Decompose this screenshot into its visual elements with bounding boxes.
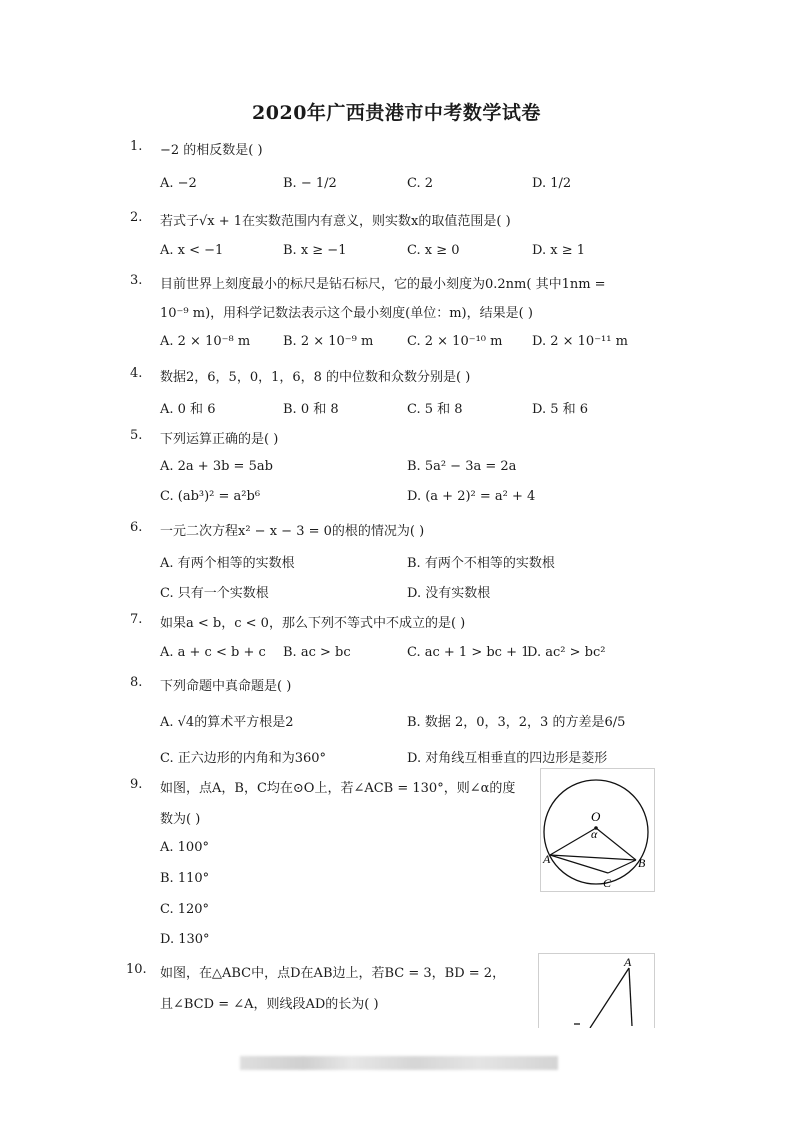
option-b: B. 2 × 10⁻⁹ m — [283, 334, 374, 349]
label-o: O — [591, 809, 601, 824]
option-b: B. − 1/2 — [283, 176, 337, 191]
page-title: 2020年广西贵港市中考数学试卷 — [252, 102, 541, 124]
label-a: A — [624, 955, 632, 969]
option-d: D. 2 × 10⁻¹¹ m — [532, 334, 628, 349]
option-a: A. 100° — [160, 840, 209, 855]
option-a: A. 有两个相等的实数根 — [160, 556, 295, 571]
option-c: C. 正六边形的内角和为360° — [160, 751, 327, 766]
blurred-watermark — [240, 1056, 558, 1070]
option-d: D. ac² > bc² — [527, 645, 606, 660]
option-d: D. 1/2 — [532, 176, 572, 191]
option-a: A. 2 × 10⁻⁸ m — [160, 334, 251, 349]
option-b: B. 5a² − 3a = 2a — [407, 459, 517, 474]
option-a: A. a + c < b + c — [160, 645, 266, 660]
option-b: B. ac > bc — [283, 645, 351, 660]
option-c: C. ac + 1 > bc + 1 — [407, 645, 530, 660]
figure-circle — [540, 768, 655, 892]
option-c: C. x ≥ 0 — [407, 243, 460, 258]
question-stem-continued: 10⁻⁹ m)，用科学记数法表示这个最小刻度(单位：m)，结果是( ) — [160, 306, 533, 321]
question-number: 2. — [130, 210, 143, 225]
figure-triangle — [538, 953, 655, 1028]
question-stem: 下列运算正确的是( ) — [160, 432, 279, 447]
question-stem: 如图，在△ABC中，点D在AB边上，若BC = 3，BD = 2， — [160, 966, 506, 981]
option-b: B. 有两个不相等的实数根 — [407, 556, 555, 571]
option-a: A. 0 和 6 — [160, 402, 216, 417]
option-c: C. 只有一个实数根 — [160, 586, 269, 601]
question-number: 8. — [130, 675, 143, 690]
option-c: C. 2 × 10⁻¹⁰ m — [407, 334, 503, 349]
question-number: 6. — [130, 520, 143, 535]
question-stem: 目前世界上刻度最小的标尺是钻石标尺，它的最小刻度为0.2nm( 其中1nm = — [160, 277, 606, 292]
option-a: A. −2 — [160, 176, 197, 191]
option-c: C. 120° — [160, 902, 210, 917]
question-number: 7. — [130, 612, 143, 627]
question-stem: 若式子√x + 1在实数范围内有意义，则实数x的取值范围是( ) — [160, 214, 511, 229]
option-d: D. x ≥ 1 — [532, 243, 585, 258]
option-b: B. 110° — [160, 871, 210, 886]
option-d: D. 没有实数根 — [407, 586, 491, 601]
label-a: A — [543, 852, 551, 866]
question-stem: 如图，点A，B，C均在⊙O上，若∠ACB = 130°，则∠α的度 — [160, 781, 516, 796]
option-d: D. 对角线互相垂直的四边形是菱形 — [407, 751, 608, 766]
option-a: A. 2a + 3b = 5ab — [160, 459, 273, 474]
question-number: 9. — [130, 777, 143, 792]
question-stem: 数据2，6，5，0，1，6，8 的中位数和众数分别是( ) — [160, 370, 471, 385]
label-alpha: α — [591, 827, 598, 841]
question-stem: −2 的相反数是( ) — [160, 143, 263, 158]
question-number: 3. — [130, 273, 143, 288]
label-c: C — [603, 876, 612, 890]
option-b: B. 数据 2，0，3，2，3 的方差是6/5 — [407, 715, 626, 730]
option-a: A. x < −1 — [160, 243, 224, 258]
option-c: C. 5 和 8 — [407, 402, 463, 417]
question-number: 10. — [126, 962, 147, 977]
option-d: D. (a + 2)² = a² + 4 — [407, 489, 536, 504]
option-a: A. √4的算术平方根是2 — [160, 715, 294, 730]
label-b: B — [638, 856, 646, 870]
option-c: C. (ab³)² = a²b⁶ — [160, 489, 261, 504]
question-stem: 如果a < b，c < 0，那么下列不等式中不成立的是( ) — [160, 616, 466, 631]
question-number: 5. — [130, 428, 143, 443]
question-number: 1. — [130, 139, 143, 154]
option-b: B. x ≥ −1 — [283, 243, 347, 258]
option-d: D. 130° — [160, 932, 210, 947]
option-c: C. 2 — [407, 176, 434, 191]
question-stem: 一元二次方程x² − x − 3 = 0的根的情况为( ) — [160, 524, 425, 539]
question-stem-continued: 且∠BCD = ∠A，则线段AD的长为( ) — [160, 997, 379, 1012]
question-number: 4. — [130, 366, 143, 381]
question-stem: 下列命题中真命题是( ) — [160, 679, 292, 694]
option-b: B. 0 和 8 — [283, 402, 339, 417]
option-d: D. 5 和 6 — [532, 402, 589, 417]
question-stem-continued: 数为( ) — [160, 812, 201, 827]
